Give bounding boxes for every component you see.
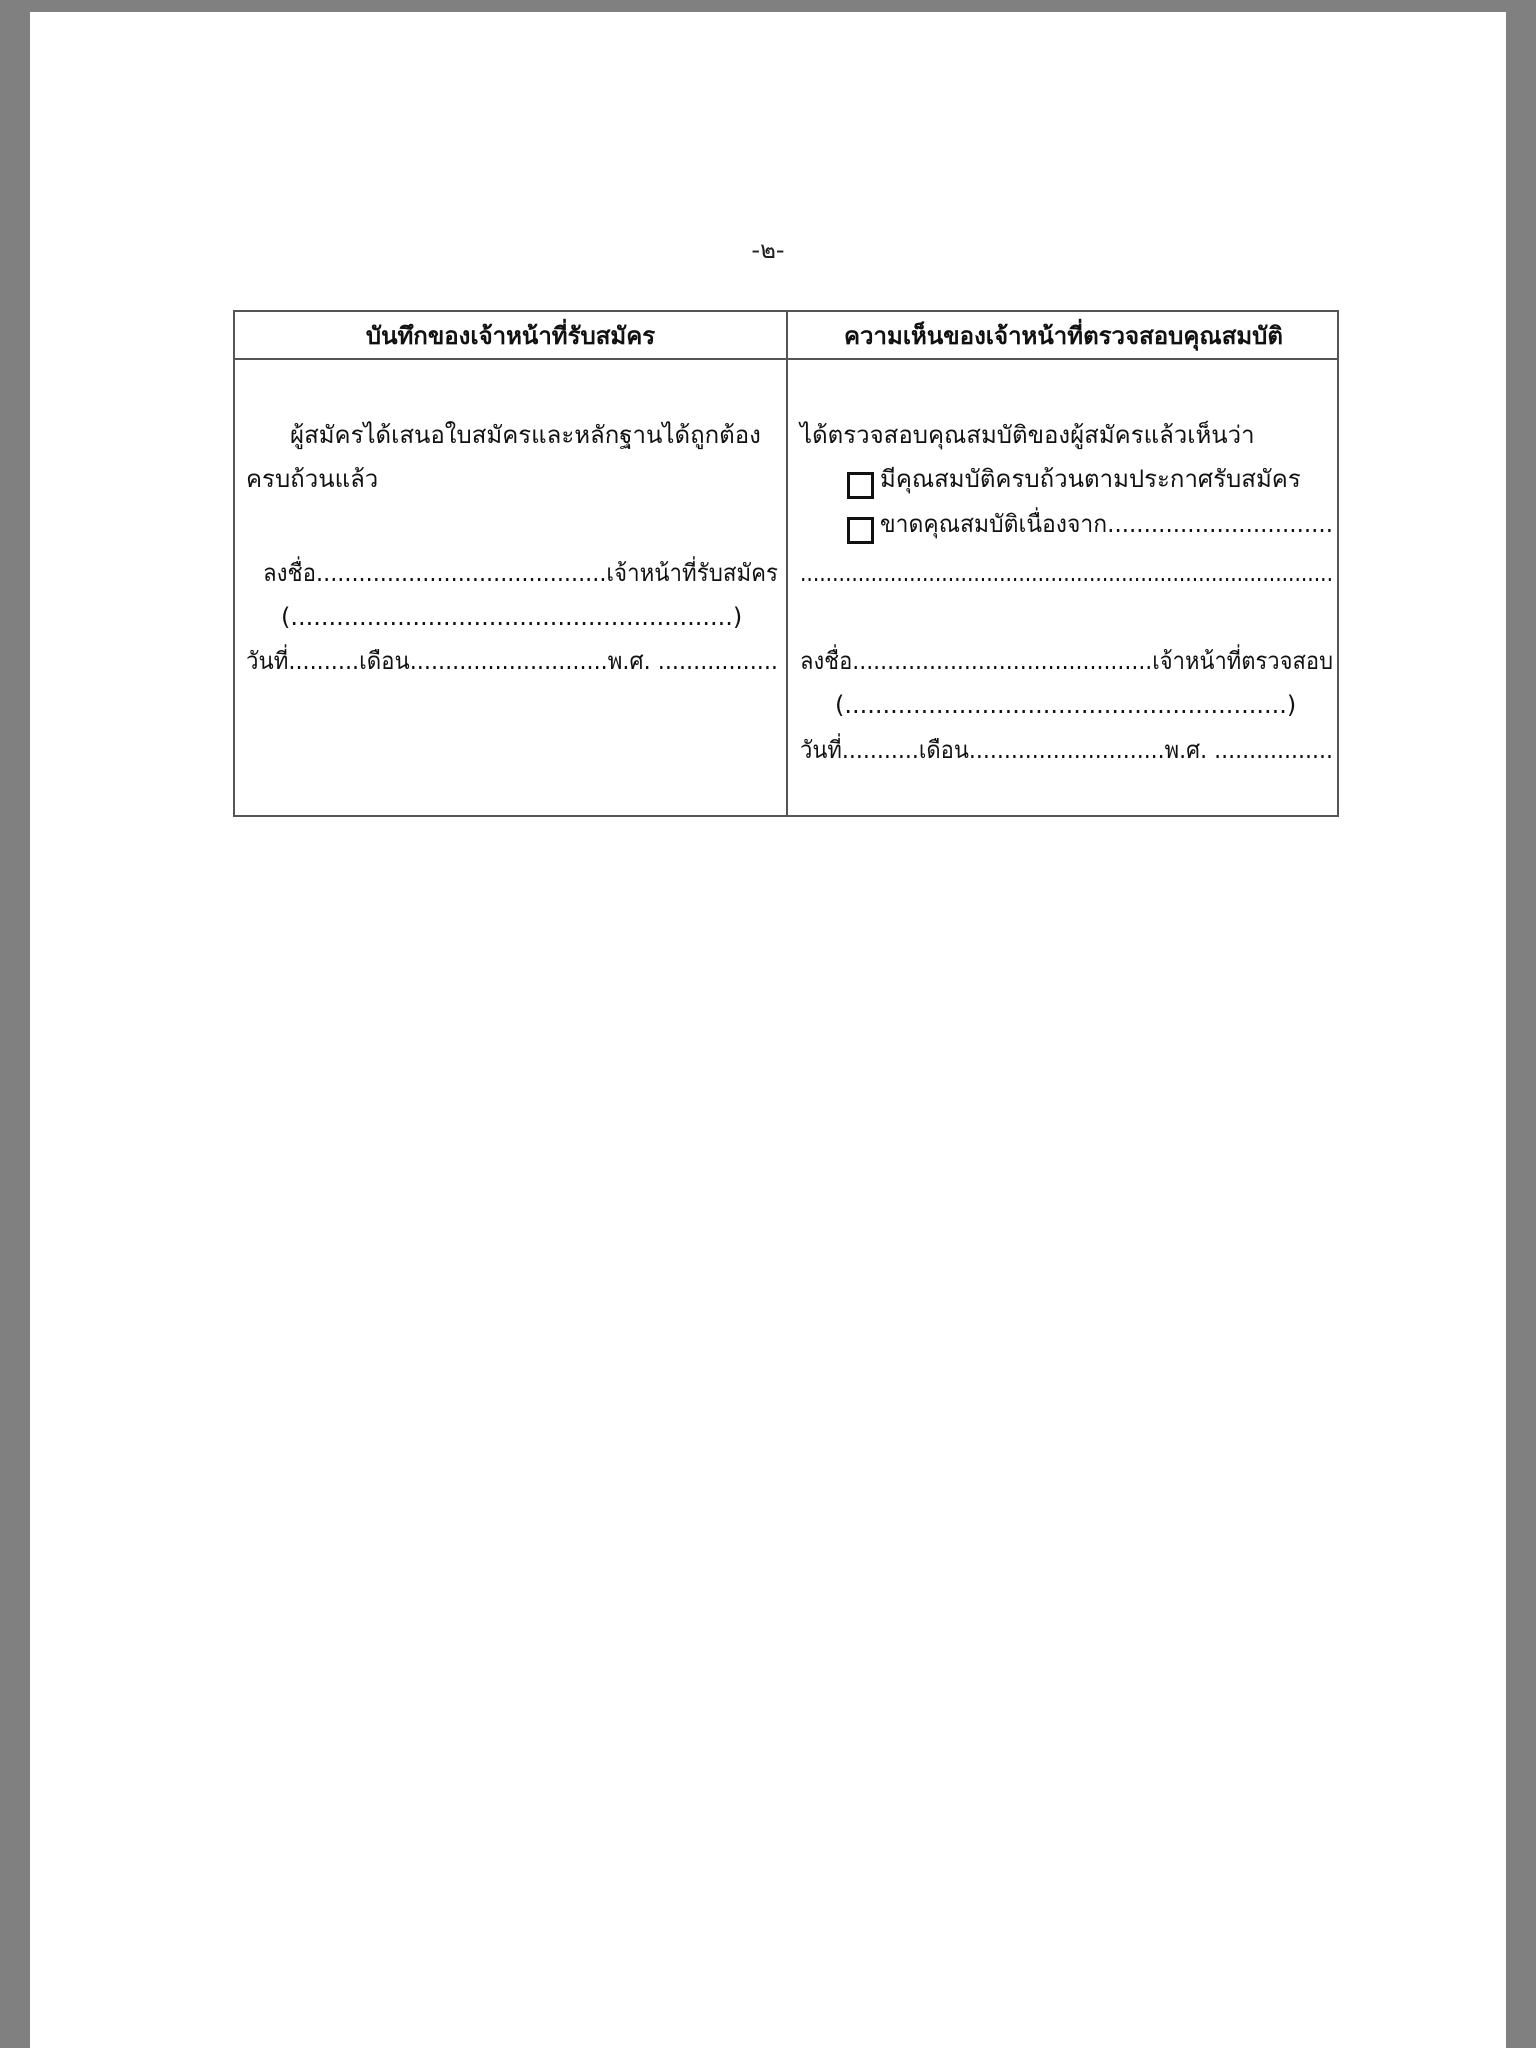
column-divider [786,312,788,815]
right-name-line: (..........................................................) [835,691,1297,719]
page-number: -๒- [751,236,785,264]
option-qualified-label: มีคุณสมบัติครบถ้วนตามประกาศรับสมัคร [880,465,1301,493]
left-statement-line1: ผู้สมัครได้เสนอใบสมัครและหลักฐานได้ถูกต้อง [290,421,761,449]
left-name-line: (..........................................................) [281,603,743,631]
right-column-header: ความเห็นของเจ้าหน้าที่ตรวจสอบคุณสมบัติ [844,322,1283,350]
unqualified-checkbox[interactable] [847,517,874,544]
left-signature-line: ลงชื่อ.........................................เจ้าหน้าที่รับสมัคร [263,559,778,587]
left-date-line: วันที่..........เดือน............................พ.ศ. ................. [246,647,778,675]
right-signature-line: ลงชื่อ...........................................เจ้าหน้าที่ตรวจสอบ [800,647,1333,675]
qualified-checkbox[interactable] [847,472,874,499]
document-page [30,12,1506,2048]
table-header-row [235,312,1337,360]
right-date-line: วันที่...........เดือน............................พ.ศ. ................. [800,736,1333,764]
right-continuation-line: ................................................................................... [800,559,1333,587]
form-table [233,310,1339,817]
left-column-header: บันทึกของเจ้าหน้าที่รับสมัคร [365,322,656,350]
option-unqualified-label: ขาดคุณสมบัติเนื่องจาก............................... [880,510,1333,538]
right-statement: ได้ตรวจสอบคุณสมบัติของผู้สมัครแล้วเห็นว่า [800,421,1255,449]
left-statement-line2: ครบถ้วนแล้ว [246,465,379,493]
